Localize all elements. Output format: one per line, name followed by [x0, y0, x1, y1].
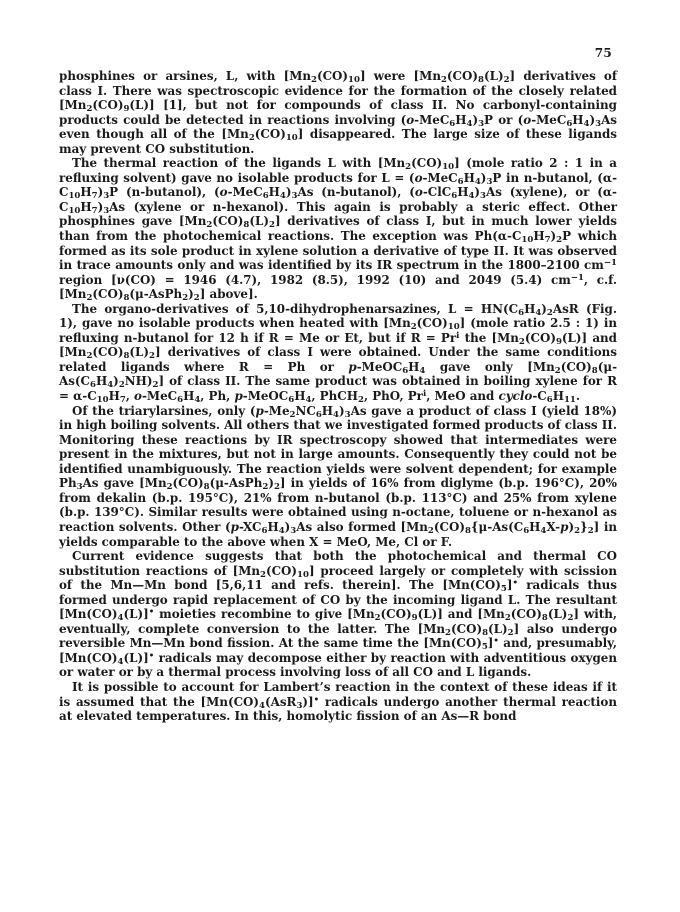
paragraph-5: Current evidence suggests that both the photochemical and thermal CO substitution reactions of $[Mn_2(CO)_{10}]$ proceed largely or completely with scission of the Mn—Mn bond [5,6,11 and refs. therein]. The $[Mn(CO)_5]^•$ radicals thus formed undergo rapid replacement of CO by the incoming ligand L. The resultant $[Mn(CO)_4(L)]^•$ moieties recombine to give $[Mn_2(CO)_9(L)]$ and $[Mn_2(CO)_8(L)_2]$ with, eventually, complete conversion to the latter. The $[Mn_2(CO)_8(L)_2]$ also undergo reversible Mn—Mn bond fission. At the same time the $[Mn(CO)_5]^•$ and, presumably, $[Mn(CO)_4(L)]^•$ radicals may decompose either by reaction with adventitious oxygen or water or by a thermal process involving loss of all CO and L ligands.	[59, 549, 618, 680]
body-text	[59, 69, 617, 724]
paragraph-2: The thermal reaction of the ligands L with $[Mn_2(CO)_{10}]$ (mole ratio 2 : 1 in a refluxing solvent) gave no isolable products for $L = (o-MeC_6H_4)_3P$ in n-butanol, $(\alpha-C_{10}H_7)_3P$ (n-butanol), $(o-MeC_6H_4)_3As$ (n-butanol), $(o-ClC_6H_4)_3As$ (xylene), or $(\alpha-C_{10}H_7)_3As$ (xylene or n-hexanol). This again is probably a steric effect. Other phosphines gave $[Mn_2(CO)_8(L)_2]$ derivatives of class I, but in much lower yields than from the photochemical reactions. The exception was $Ph(\alpha-C_{10}H_7)_2P$ which formed as its sole product in xylene solution a derivative of type II. It was observed in trace amounts only and was identified by its IR spectrum in the 1800–2100 $cm^{-1}$ region [ν(CO) = 1946 (4.7), 1982 (8.5), 1992 (10) and 2049 (5.4) $cm^{-1}$, c.f. $[Mn_2(CO)_8(\mu-AsPh_2)_2]$ above].	[59, 156, 618, 304]
paragraph-1: phosphines or arsines, L, with $[Mn_2(CO)_{10}]$ were $[Mn_2(CO)_8(L)_2]$ derivatives of class I. There was spectroscopic evidence for the formation of the closely related $[Mn_2(CO)_9(L)]$ [1], but not for compounds of class II. No carbonyl-containing products could be detected in reactions involving $(o-MeC_6H_4)_3P$ or $(o-MeC_6H_4)_3As$ even though all of the $[Mn_2(CO)_{10}]$ disappeared. The large size of these ligands may prevent CO substitution.	[59, 69, 617, 156]
paragraph-4: Of the triarylarsines, only $(p-Me_2NC_6H_4)_3As$ gave a product of class I (yield 18%) in high boiling solvents. All others that we investigated formed products of class II. Monitoring these reactions by IR spectroscopy showed that intermediates were present in the mixtures, but not in large amounts. Consequently they could not be identified unambiguously. The reaction yields were solvent dependent; for example $Ph_3As$ gave $[Mn_2(CO)_8(\mu-AsPh_2)_2]$ in yields of 16% from diglyme (b.p. 196°C), 20% from dekalin (b.p. 195°C), 21% from n-butanol (b.p. 113°C) and 25% from xylene (b.p. 139°C). Similar results were obtained using n-octane, toluene or n-hexanol as reaction solvents. Other $(p-XC_6H_4)_3As$ also formed $[Mn_2(CO)_8\{\mu-As(C_6H_4X-p)_2\}_2]$ in yields comparable to the above when X = MeO, Me, Cl or F.	[59, 403, 617, 549]
page-number: 75	[594, 46, 612, 60]
paragraph-3: The organo-derivatives of 5,10-dihydrophenarsazines, $L = HN(C_6H_4)_2AsR$ (Fig. 1), gave no isolable products when heated with $[Mn_2(CO)_{10}]$ (mole ratio 2.5 : 1) in refluxing n-butanol for 12 h if R = Me or Et, but if $R = Pr^i$ the $[Mn_2(CO)_9(L)]$ and $[Mn_2(CO)_8(L)_2]$ derivatives of class I were obtained. Under the same conditions related ligands where R = Ph or $p-MeOC_6H_4$ gave only $[Mn_2(CO)_8(\mu-As(C_6H_4)_2NH)_2]$ of class II. The same product was obtained in boiling xylene for $R = \alpha-C_{10}H_7$, $o-MeC_6H_4$, Ph, $p-MeOC_6H_4$, PhCH$_2$, PhO, Pr$^i$, MeO and cyclo-$C_6H_{11}$.	[59, 301, 618, 406]
paragraph-6: It is possible to account for Lambert’s reaction in the context of these ideas if it is assumed that the $[Mn(CO)_4(AsR_3)]^•$ radicals undergo another thermal reaction at elevated temperatures. In this, homolytic fission of an As—R bond	[59, 679, 617, 724]
